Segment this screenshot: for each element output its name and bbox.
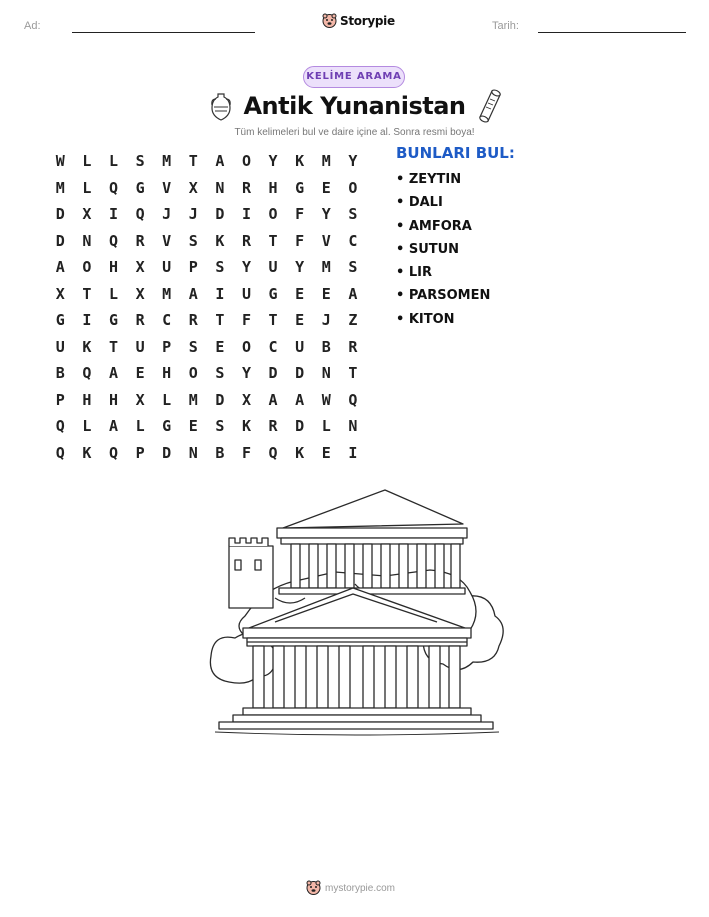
grid-letter[interactable]: X (82, 205, 92, 223)
grid-letter[interactable]: N (215, 178, 225, 197)
grid-letter[interactable]: A (348, 284, 358, 303)
grid-letter[interactable]: T (268, 311, 278, 329)
word-list-item: • LIR (396, 265, 432, 281)
grid-letter[interactable]: C (348, 231, 358, 250)
grid-letter[interactable]: S (215, 364, 225, 382)
grid-letter[interactable]: M (162, 152, 172, 170)
word-list-item: • ZEYTIN (396, 172, 462, 187)
grid-letter[interactable]: K (295, 152, 305, 170)
grid-letter[interactable]: H (162, 364, 172, 382)
word-list-item: • SUTUN (396, 241, 460, 257)
grid-letter[interactable]: T (215, 311, 225, 329)
grid-letter[interactable]: Q (135, 205, 145, 223)
grid-letter[interactable]: L (108, 284, 118, 303)
word-list-item: • AMFORA (396, 218, 472, 234)
grid-letter[interactable]: Q (55, 417, 65, 435)
grid-letter[interactable]: S (215, 417, 225, 435)
grid-letter[interactable]: X (188, 178, 198, 197)
grid-letter[interactable]: Y (241, 364, 251, 382)
grid-letter[interactable]: X (241, 390, 251, 409)
word-list-item: • KITON (396, 311, 455, 327)
grid-letter[interactable]: U (241, 284, 251, 303)
scroll-icon (476, 89, 502, 123)
grid-letter[interactable]: E (188, 417, 198, 435)
grid-letter[interactable]: L (321, 417, 331, 435)
grid-letter[interactable]: G (268, 284, 278, 303)
grid-letter[interactable]: X (135, 284, 145, 303)
grid-letter[interactable]: M (188, 390, 198, 409)
grid-letter[interactable]: D (295, 417, 305, 435)
grid-row (47, 254, 366, 281)
grid-letter[interactable]: I (215, 284, 225, 303)
grid-letter[interactable]: G (55, 311, 65, 329)
grid-letter[interactable]: X (135, 390, 145, 409)
grid-letter[interactable]: Y (348, 152, 358, 170)
grid-letter[interactable]: E (321, 178, 331, 197)
grid-letter[interactable]: Y (295, 258, 305, 276)
grid-letter[interactable]: U (162, 258, 172, 276)
grid-row (47, 440, 366, 467)
grid-letter[interactable]: Q (268, 443, 278, 462)
grid-letter[interactable]: K (241, 417, 251, 435)
grid-letter[interactable]: I (241, 205, 251, 223)
grid-letter[interactable]: A (108, 417, 118, 435)
grid-letter[interactable]: T (108, 337, 118, 356)
grid-letter[interactable]: U (55, 337, 65, 356)
grid-letter[interactable]: R (135, 311, 145, 329)
grid-letter[interactable]: Q (108, 178, 118, 197)
grid-row (47, 175, 366, 202)
grid-letter[interactable]: R (348, 337, 358, 356)
grid-letter[interactable]: B (215, 443, 225, 462)
word-search-grid (47, 148, 366, 466)
grid-letter[interactable]: U (268, 258, 278, 276)
grid-letter[interactable]: V (162, 231, 172, 250)
grid-letter[interactable]: R (135, 231, 145, 250)
grid-letter[interactable]: Q (82, 364, 92, 382)
grid-letter[interactable]: Q (55, 443, 65, 462)
grid-letter[interactable]: N (188, 443, 198, 462)
grid-letter[interactable]: Q (108, 231, 118, 250)
grid-letter[interactable]: Q (348, 390, 358, 409)
grid-letter[interactable]: P (55, 390, 65, 409)
grid-letter[interactable]: K (82, 337, 92, 356)
grid-letter[interactable]: E (295, 284, 305, 303)
grid-letter[interactable]: H (82, 390, 92, 409)
grid-letter[interactable]: V (321, 231, 331, 250)
grid-letter[interactable]: S (348, 258, 358, 276)
name-label: Ad: (24, 20, 41, 32)
name-line (72, 32, 255, 33)
grid-letter[interactable]: T (82, 284, 92, 303)
grid-letter[interactable]: H (108, 390, 118, 409)
grid-letter[interactable]: E (295, 311, 305, 329)
grid-letter[interactable]: A (55, 258, 65, 276)
grid-letter[interactable]: J (162, 205, 172, 223)
grid-letter[interactable]: K (215, 231, 225, 250)
grid-letter[interactable]: F (295, 231, 305, 250)
grid-row (47, 360, 366, 387)
instructions: Tüm kelimeleri bul ve daire içine al. Sonra resmi boya! (234, 127, 475, 138)
grid-letter[interactable]: O (188, 364, 198, 382)
grid-letter[interactable]: T (348, 364, 358, 382)
grid-letter[interactable]: N (82, 231, 92, 250)
grid-letter[interactable]: E (215, 337, 225, 356)
page-title: Antik Yunanistan (243, 92, 466, 120)
grid-letter[interactable]: M (321, 258, 331, 276)
grid-letter[interactable]: A (295, 390, 305, 409)
grid-letter[interactable]: A (188, 284, 198, 303)
grid-letter[interactable]: N (348, 417, 358, 435)
grid-letter[interactable]: P (188, 258, 198, 276)
grid-letter[interactable]: P (162, 337, 172, 356)
grid-letter[interactable]: L (135, 417, 145, 435)
activity-badge: KELİME ARAMA (303, 66, 405, 88)
grid-letter[interactable]: E (321, 284, 331, 303)
grid-letter[interactable]: F (295, 205, 305, 223)
grid-letter[interactable]: L (82, 417, 92, 435)
grid-letter[interactable]: J (188, 205, 198, 223)
grid-letter[interactable]: S (188, 337, 198, 356)
grid-letter[interactable]: B (321, 337, 331, 356)
grid-letter[interactable]: K (295, 443, 305, 462)
grid-letter[interactable]: D (215, 390, 225, 409)
grid-row (47, 307, 366, 334)
grid-letter[interactable]: V (162, 178, 172, 197)
grid-letter[interactable]: W (55, 152, 65, 170)
grid-letter[interactable]: L (82, 152, 92, 170)
grid-letter[interactable]: I (348, 443, 358, 462)
storypie-logo-icon (306, 880, 321, 896)
grid-letter[interactable]: R (241, 231, 251, 250)
grid-letter[interactable]: H (268, 178, 278, 197)
grid-letter[interactable]: D (55, 205, 65, 223)
grid-letter[interactable]: Y (268, 152, 278, 170)
parthenon-coloring-illustration (205, 488, 510, 743)
date-label: Tarih: (492, 20, 519, 32)
brand-logo (322, 13, 395, 29)
grid-letter[interactable]: W (321, 390, 331, 409)
grid-letter[interactable]: S (348, 205, 358, 223)
word-list-item: • DALI (396, 195, 443, 211)
grid-letter[interactable]: X (135, 258, 145, 276)
grid-letter[interactable]: D (215, 205, 225, 223)
grid-letter[interactable]: T (188, 152, 198, 170)
grid-letter[interactable]: R (241, 178, 251, 197)
grid-letter[interactable]: A (108, 364, 118, 382)
brand-name: Storypie (340, 14, 395, 28)
grid-letter[interactable]: L (82, 178, 92, 197)
word-list-title: BUNLARI BUL: (396, 144, 515, 162)
grid-letter[interactable]: B (55, 364, 65, 382)
grid-row (47, 228, 366, 255)
footer-url: mystorypie.com (325, 882, 396, 894)
grid-row (47, 148, 366, 175)
grid-letter[interactable]: O (82, 258, 92, 276)
date-line (538, 32, 686, 33)
grid-letter[interactable]: D (295, 364, 305, 382)
grid-letter[interactable]: F (241, 443, 251, 462)
grid-letter[interactable]: K (82, 443, 92, 462)
grid-letter[interactable]: I (108, 205, 118, 223)
grid-letter[interactable]: G (108, 311, 118, 329)
grid-letter[interactable]: O (241, 337, 251, 356)
grid-letter[interactable]: G (295, 178, 305, 197)
footer (306, 880, 395, 896)
grid-letter[interactable]: O (241, 152, 251, 170)
grid-letter[interactable]: U (295, 337, 305, 356)
grid-letter[interactable]: N (321, 364, 331, 382)
grid-letter[interactable]: G (135, 178, 145, 197)
grid-row (47, 387, 366, 414)
grid-letter[interactable]: Z (348, 311, 358, 329)
grid-letter[interactable]: J (321, 311, 331, 329)
grid-letter[interactable]: P (135, 443, 145, 462)
grid-letter[interactable]: D (162, 443, 172, 462)
grid-letter[interactable]: L (162, 390, 172, 409)
grid-row (47, 201, 366, 228)
grid-letter[interactable]: Y (321, 205, 331, 223)
grid-row (47, 281, 366, 308)
grid-letter[interactable]: A (268, 390, 278, 409)
grid-letter[interactable]: M (321, 152, 331, 170)
word-list-item: • PARSOMEN (396, 288, 491, 304)
grid-letter[interactable]: A (215, 152, 225, 170)
grid-letter[interactable]: L (108, 152, 118, 170)
storypie-logo-icon (322, 13, 337, 29)
grid-letter[interactable]: R (268, 417, 278, 435)
grid-letter[interactable]: D (55, 231, 65, 250)
grid-letter[interactable]: O (268, 205, 278, 223)
grid-letter[interactable]: E (321, 443, 331, 462)
grid-letter[interactable]: S (135, 152, 145, 170)
grid-letter[interactable]: S (188, 231, 198, 250)
grid-letter[interactable]: E (135, 364, 145, 382)
grid-letter[interactable]: H (108, 258, 118, 276)
grid-letter[interactable]: U (135, 337, 145, 356)
grid-letter[interactable]: R (188, 311, 198, 329)
grid-letter[interactable]: C (162, 311, 172, 329)
grid-letter[interactable]: X (55, 284, 65, 303)
grid-letter[interactable]: D (268, 364, 278, 382)
grid-letter[interactable]: Y (241, 258, 251, 276)
grid-letter[interactable]: M (162, 284, 172, 303)
grid-row (47, 413, 366, 440)
word-list (396, 170, 490, 333)
grid-letter[interactable]: F (241, 311, 251, 329)
grid-letter[interactable]: M (55, 178, 65, 197)
grid-letter[interactable]: I (82, 311, 92, 329)
grid-letter[interactable]: T (268, 231, 278, 250)
grid-row (47, 334, 366, 361)
grid-letter[interactable]: S (215, 258, 225, 276)
grid-letter[interactable]: C (268, 337, 278, 356)
grid-letter[interactable]: Q (108, 443, 118, 462)
grid-letter[interactable]: O (348, 178, 358, 197)
grid-letter[interactable]: G (162, 417, 172, 435)
